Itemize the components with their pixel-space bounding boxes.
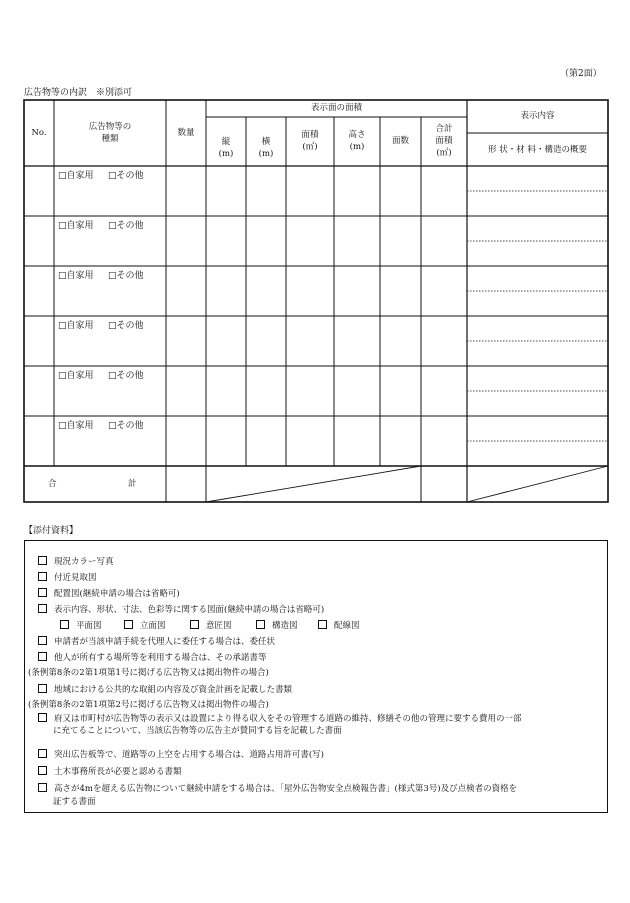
attachment-item-11[interactable] bbox=[38, 713, 522, 725]
attachments-title: 【添付資料】 bbox=[24, 526, 79, 536]
page-number: （第2面） bbox=[560, 69, 602, 79]
drawing-option-label: 立面図 bbox=[140, 621, 166, 631]
header-faces: 面数 bbox=[391, 136, 409, 146]
header-area: 面積 bbox=[301, 130, 319, 140]
attachment-item-12[interactable] bbox=[38, 749, 324, 761]
attachment-item-11-cont: に充てることについて、当該広告物等の広告主が賛同する旨を記載した書面 bbox=[53, 726, 342, 736]
checkbox-icon[interactable] bbox=[38, 684, 47, 693]
header-type-line1: 広告物等の bbox=[88, 122, 132, 132]
header-display-content: 表示内容 bbox=[520, 111, 555, 121]
header-height-v: 縦 bbox=[221, 137, 231, 147]
attachment-label: 申請者が当該申請手続を代理人に委任する場合は、委任状 bbox=[54, 637, 276, 647]
checkbox-icon[interactable] bbox=[38, 636, 47, 645]
header-no: No. bbox=[31, 128, 47, 138]
attachment-label: 突出広告板等で、道路等の上空を占用する場合は、道路占用許可書(写) bbox=[54, 750, 324, 760]
row-2-other[interactable]: □その他 bbox=[108, 221, 144, 231]
checkbox-icon[interactable] bbox=[38, 783, 47, 792]
attachment-item-13[interactable] bbox=[38, 766, 182, 778]
attachment-label: 府又は市町村が広告物等の表示又は設置により得る収入をその管理する道路の維持、修繕その他の管理に要する費用の一部 bbox=[54, 714, 522, 724]
row-5-self-use[interactable]: □自家用 bbox=[58, 371, 94, 381]
row-4-other[interactable]: □その他 bbox=[108, 321, 144, 331]
checkbox-icon[interactable] bbox=[38, 556, 47, 565]
header-width-h: 横 bbox=[261, 137, 271, 147]
header-width-h-unit: (m) bbox=[258, 149, 274, 159]
total-label-right: 計 bbox=[128, 479, 137, 489]
attachment-label: 配置図(継続申請の場合は省略可) bbox=[54, 589, 180, 599]
attachment-item-7[interactable] bbox=[38, 652, 267, 664]
checkbox-icon[interactable] bbox=[38, 572, 47, 581]
row-3-other[interactable]: □その他 bbox=[108, 271, 144, 281]
checkbox-icon[interactable] bbox=[124, 620, 133, 629]
attachment-item-1[interactable] bbox=[38, 556, 114, 568]
header-type-line2: 種類 bbox=[101, 134, 119, 144]
attachment-item-2[interactable] bbox=[38, 572, 97, 584]
row-6-other[interactable]: □その他 bbox=[108, 421, 144, 431]
attachment-item-6[interactable] bbox=[38, 636, 275, 648]
header-height: 高さ bbox=[348, 130, 366, 140]
header-total-line1: 合計 bbox=[435, 124, 453, 134]
drawing-option-wiring[interactable] bbox=[318, 620, 360, 632]
header-height-unit: (m) bbox=[349, 142, 365, 152]
attachment-label: 土木事務所長が必要と認める書類 bbox=[54, 767, 182, 777]
row-1-other[interactable]: □その他 bbox=[108, 171, 144, 181]
attachment-label: 現況カラー写真 bbox=[54, 557, 114, 567]
attachment-heading-2: (条例第8条の2第1項第2号に掲げる広告物又は掲出物件の場合) bbox=[28, 700, 269, 710]
drawing-option-design[interactable] bbox=[190, 620, 232, 632]
attachment-item-4[interactable] bbox=[38, 604, 324, 616]
drawing-option-structure[interactable] bbox=[256, 620, 298, 632]
checkbox-icon[interactable] bbox=[190, 620, 199, 629]
attachment-label: 表示内容、形状、寸法、色彩等に関する図面(継続申請の場合は省略可) bbox=[54, 605, 325, 615]
checkbox-icon[interactable] bbox=[60, 620, 69, 629]
checkbox-icon[interactable] bbox=[38, 749, 47, 758]
checkbox-icon[interactable] bbox=[256, 620, 265, 629]
header-area-unit: (㎡) bbox=[302, 142, 318, 152]
header-total-line2: 面積 bbox=[435, 136, 453, 146]
row-5-other[interactable]: □その他 bbox=[108, 371, 144, 381]
attachment-label: 地域における公共的な取組の内容及び資金計画を記載した書類 bbox=[54, 685, 293, 695]
checkbox-icon[interactable] bbox=[38, 588, 47, 597]
checkbox-icon[interactable] bbox=[38, 652, 47, 661]
header-quantity: 数量 bbox=[177, 128, 195, 138]
table-caption: 広告物等の内訳 ※別添可 bbox=[24, 88, 133, 98]
header-display-area: 表示面の面積 bbox=[310, 103, 362, 113]
attachment-label: 高さが4mを超える広告物について継続申請をする場合は、「屋外広告物安全点検報告書」(様式第3号)及び点検者の資格を bbox=[54, 784, 518, 794]
row-2-self-use[interactable]: □自家用 bbox=[58, 221, 94, 231]
drawing-option-label: 構造図 bbox=[272, 621, 298, 631]
checkbox-icon[interactable] bbox=[38, 713, 47, 722]
drawing-option-label: 平面図 bbox=[76, 621, 102, 631]
header-shape-material: 形 状・材 料・構造の概要 bbox=[488, 145, 587, 155]
header-total-unit: (㎡) bbox=[436, 148, 452, 158]
row-1-self-use[interactable]: □自家用 bbox=[58, 171, 94, 181]
row-4-self-use[interactable]: □自家用 bbox=[58, 321, 94, 331]
row-3-self-use[interactable]: □自家用 bbox=[58, 271, 94, 281]
drawing-option-label: 意匠図 bbox=[206, 621, 232, 631]
header-height-v-unit: (m) bbox=[218, 149, 234, 159]
checkbox-icon[interactable] bbox=[318, 620, 327, 629]
attachment-item-9[interactable] bbox=[38, 684, 292, 696]
attachment-item-14-cont: 証する書面 bbox=[53, 797, 96, 807]
attachment-label: 他人が所有する場所等を利用する場合は、その承諾書等 bbox=[54, 653, 267, 663]
drawing-option-elevation[interactable] bbox=[124, 620, 166, 632]
checkbox-icon[interactable] bbox=[38, 766, 47, 775]
row-6-self-use[interactable]: □自家用 bbox=[58, 421, 94, 431]
attachment-heading-1: (条例第8条の2第1項第1号に掲げる広告物又は掲出物件の場合) bbox=[28, 668, 269, 678]
drawing-option-label: 配線図 bbox=[334, 621, 360, 631]
attachment-item-14[interactable] bbox=[38, 783, 517, 795]
attachment-label: 付近見取図 bbox=[54, 573, 97, 583]
attachment-item-3[interactable] bbox=[38, 588, 180, 600]
checkbox-icon[interactable] bbox=[38, 604, 47, 613]
total-label-left: 合 bbox=[48, 479, 57, 489]
drawing-option-plan[interactable] bbox=[60, 620, 102, 632]
